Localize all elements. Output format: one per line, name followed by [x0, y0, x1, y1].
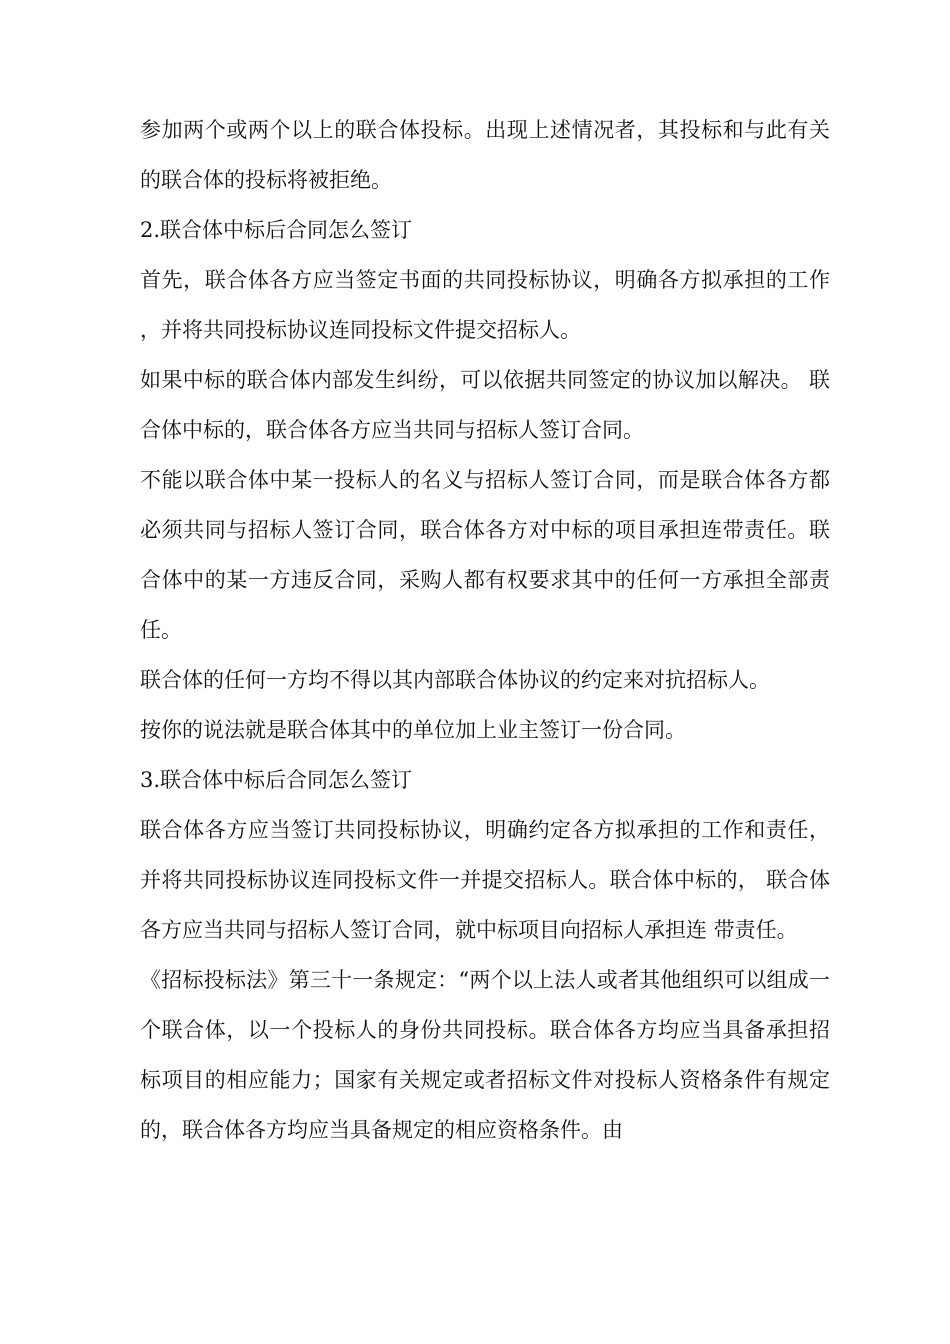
section-heading-3: 3.联合体中标后合同怎么签订 [140, 768, 413, 792]
paragraph-4: 不能以联合体中某一投标人的名义与招标人签订合同，而是联合体各方都必须共同与招标人签订合同，联合体各方对中标的项目承担连带责任。联合体中的某一方违反合同，采购人都有权要求其中的任何一方承担全部责任。 [140, 468, 830, 642]
paragraph-1: 参加两个或两个以上的联合体投标。出现上述情况者，其投标和与此有关的联合体的投标将被拒绝。 [140, 118, 830, 192]
paragraph-8: 《招标投标法》第三十一条规定：“两个以上法人或者其他组织可以组成一个联合体，以一个投标人的身份共同投标。联合体各方均应当具备承担招标项目的相应能力；国家有关规定或者招标文件对投标人资格条件有规定的，联合体各方均应当具备规定的相应资格条件。由 [140, 968, 830, 1142]
paragraph-6: 按你的说法就是联合体其中的单位加上业主签订一份合同。 [140, 718, 686, 742]
paragraph-2: 首先，联合体各方应当签定书面的共同投标协议，明确各方拟承担的工作，并将共同投标协议连同投标文件提交招标人。 [140, 268, 830, 342]
document-page [140, 105, 830, 1155]
paragraph-5: 联合体的任何一方均不得以其内部联合体协议的约定来对抗招标人。 [140, 668, 770, 692]
section-heading-2: 2.联合体中标后合同怎么签订 [140, 218, 413, 242]
paragraph-3: 如果中标的联合体内部发生纠纷，可以依据共同签定的协议加以解决。 联合体中标的，联合体各方应当共同与招标人签订合同。 [140, 368, 830, 442]
paragraph-7: 联合体各方应当签订共同投标协议，明确约定各方拟承担的工作和责任，并将共同投标协议连同投标文件一并提交招标人。联合体中标的， 联合体各方应当共同与招标人签订合同，就中标项目向招标人承担连 带责任。 [140, 818, 830, 942]
